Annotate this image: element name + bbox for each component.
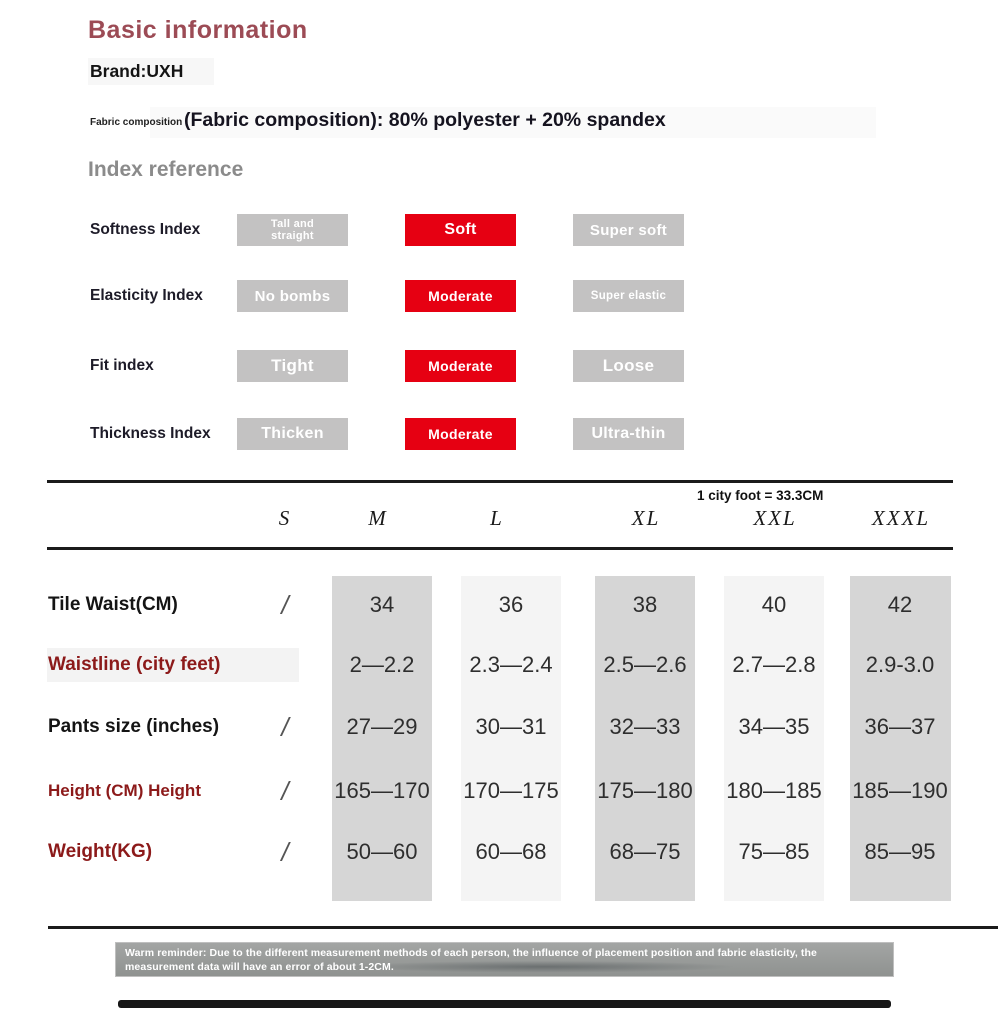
brand-label: Brand:UXH <box>90 61 184 81</box>
table-cell: 75—85 <box>738 839 810 864</box>
table-header-rule <box>47 547 953 550</box>
table-cell: / <box>281 837 289 867</box>
index-row-softness <box>0 214 1000 246</box>
index-option: Super elastic <box>573 280 684 312</box>
row-label: Height (CM) Height <box>48 781 201 800</box>
table-bottom-rule <box>48 926 998 929</box>
table-cell: 36—37 <box>864 714 936 739</box>
table-cell: 36 <box>498 592 524 617</box>
size-column-header: XXL <box>753 506 797 530</box>
index-row-fit <box>0 350 1000 382</box>
index-row-label: Thickness Index <box>90 425 211 442</box>
table-cell: 2.5—2.6 <box>603 652 687 677</box>
table-row <box>0 837 1000 867</box>
index-option-selected: Moderate <box>405 280 516 312</box>
table-cell: 27—29 <box>346 714 418 739</box>
size-column-header: M <box>368 506 388 530</box>
index-reference-title: Index reference <box>88 158 244 181</box>
table-cell: 38 <box>632 592 658 617</box>
size-column-header: L <box>490 506 504 530</box>
table-cell: 34 <box>369 592 395 617</box>
index-option-selected: Soft <box>405 214 516 246</box>
table-cell: 42 <box>887 592 913 617</box>
unit-note: 1 city foot = 33.3CM <box>697 488 824 503</box>
table-cell: / <box>281 712 289 742</box>
size-column-header: S <box>278 506 292 530</box>
page-title: Basic information <box>88 16 308 44</box>
warm-reminder-text <box>116 943 893 974</box>
fabric-composition-label: Fabric composition <box>90 117 183 128</box>
table-cell: 180—185 <box>726 778 822 803</box>
row-label: Tile Waist(CM) <box>48 594 178 615</box>
table-cell: 32—33 <box>609 714 681 739</box>
row-label: Waistline (city feet) <box>48 654 221 675</box>
table-cell: 170—175 <box>463 778 559 803</box>
table-cell: 175—180 <box>597 778 693 803</box>
table-cell: / <box>281 590 289 620</box>
index-option: Loose <box>573 350 684 382</box>
table-cell: 85—95 <box>864 839 936 864</box>
table-cell: 68—75 <box>609 839 681 864</box>
table-row <box>0 650 1000 680</box>
fabric-composition-value: (Fabric composition): 80% polyester + 20% spandex <box>184 109 666 131</box>
index-row-label: Softness Index <box>90 221 201 238</box>
row-label: Weight(KG) <box>48 841 153 862</box>
index-row-elasticity <box>0 280 1000 312</box>
index-row-label: Fit index <box>90 357 154 374</box>
table-cell: 50—60 <box>346 839 418 864</box>
table-row <box>0 776 1000 806</box>
bottom-divider-bar <box>118 1000 891 1008</box>
warm-reminder-box <box>115 942 894 977</box>
index-option: Ultra-thin <box>573 418 684 450</box>
table-cell: 2.9-3.0 <box>865 652 935 677</box>
index-option: Tight <box>237 350 348 382</box>
table-cell: 60—68 <box>475 839 547 864</box>
index-option: Super soft <box>573 214 684 246</box>
table-top-rule <box>47 480 953 483</box>
index-option: No bombs <box>237 280 348 312</box>
table-cell: 185—190 <box>852 778 948 803</box>
table-cell: 2.7—2.8 <box>732 652 816 677</box>
table-cell: 40 <box>761 592 787 617</box>
index-option: Thicken <box>237 418 348 450</box>
index-option-selected: Moderate <box>405 350 516 382</box>
warm-reminder-line1: Warm reminder: Due to the different measurement methods of each person, the influence of placement position and fabric elasticity, the <box>125 947 817 959</box>
table-row <box>0 590 1000 620</box>
table-cell: 34—35 <box>738 714 810 739</box>
index-row-thickness <box>0 418 1000 450</box>
table-cell: / <box>281 776 289 806</box>
table-cell: 30—31 <box>475 714 547 739</box>
row-label: Pants size (inches) <box>48 716 220 737</box>
table-cell: 165—170 <box>334 778 430 803</box>
table-cell: 2—2.2 <box>349 652 415 677</box>
index-row-label: Elasticity Index <box>90 287 203 304</box>
size-column-header: XXXL <box>871 506 931 530</box>
warm-reminder-line2: measurement data will have an error of about 1-2CM. <box>125 960 394 973</box>
index-option: Tall and straight <box>237 214 348 246</box>
table-cell: 2.3—2.4 <box>469 652 553 677</box>
index-option-selected: Moderate <box>405 418 516 450</box>
table-row <box>0 712 1000 742</box>
size-column-header: XL <box>631 506 661 530</box>
